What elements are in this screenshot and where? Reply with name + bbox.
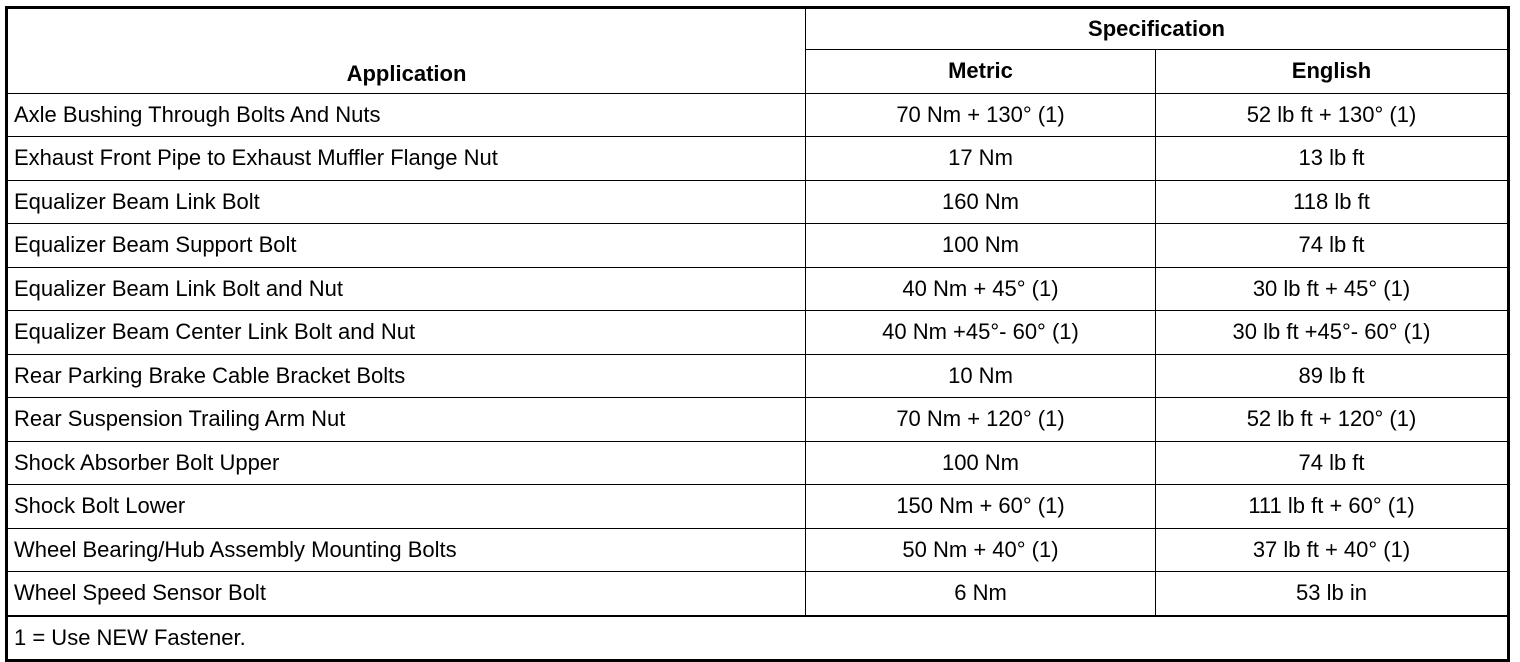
table-row — [7, 572, 1509, 616]
metric-value-cell: 17 Nm — [806, 137, 1156, 181]
metric-value-cell: 70 Nm + 120° (1) — [806, 398, 1156, 442]
english-value-cell: 52 lb ft + 130° (1) — [1156, 93, 1509, 137]
table-row — [7, 224, 1509, 268]
application-cell: Rear Suspension Trailing Arm Nut — [7, 398, 806, 442]
application-cell: Equalizer Beam Link Bolt — [7, 180, 806, 224]
table-row — [7, 354, 1509, 398]
metric-value-cell: 40 Nm +45°- 60° (1) — [806, 311, 1156, 355]
application-cell: Shock Absorber Bolt Upper — [7, 441, 806, 485]
table-row — [7, 311, 1509, 355]
application-cell: Exhaust Front Pipe to Exhaust Muffler Flange Nut — [7, 137, 806, 181]
application-cell: Shock Bolt Lower — [7, 485, 806, 529]
table-row — [7, 398, 1509, 442]
english-value-cell: 118 lb ft — [1156, 180, 1509, 224]
application-cell: Wheel Speed Sensor Bolt — [7, 572, 806, 616]
english-value-cell: 53 lb in — [1156, 572, 1509, 616]
fastener-specification-table — [5, 6, 1510, 662]
specification-group-header: Specification — [806, 8, 1509, 50]
table-row — [7, 528, 1509, 572]
footnote-text: 1 = Use NEW Fastener. — [7, 616, 1509, 661]
metric-value-cell: 70 Nm + 130° (1) — [806, 93, 1156, 137]
english-value-cell: 74 lb ft — [1156, 441, 1509, 485]
table-row — [7, 137, 1509, 181]
metric-value-cell: 100 Nm — [806, 224, 1156, 268]
table-row — [7, 441, 1509, 485]
english-value-cell: 13 lb ft — [1156, 137, 1509, 181]
metric-value-cell: 160 Nm — [806, 180, 1156, 224]
metric-value-cell: 40 Nm + 45° (1) — [806, 267, 1156, 311]
application-cell: Equalizer Beam Support Bolt — [7, 224, 806, 268]
table-row — [7, 485, 1509, 529]
table-body — [7, 93, 1509, 616]
application-cell: Equalizer Beam Link Bolt and Nut — [7, 267, 806, 311]
table-header — [7, 8, 1509, 94]
english-value-cell: 52 lb ft + 120° (1) — [1156, 398, 1509, 442]
application-cell: Equalizer Beam Center Link Bolt and Nut — [7, 311, 806, 355]
application-column-header: Application — [7, 8, 806, 94]
header-row-top — [7, 8, 1509, 50]
english-column-header: English — [1156, 50, 1509, 94]
footnote-row — [7, 616, 1509, 661]
application-cell: Wheel Bearing/Hub Assembly Mounting Bolts — [7, 528, 806, 572]
english-value-cell: 89 lb ft — [1156, 354, 1509, 398]
english-value-cell: 111 lb ft + 60° (1) — [1156, 485, 1509, 529]
metric-value-cell: 50 Nm + 40° (1) — [806, 528, 1156, 572]
table-row — [7, 93, 1509, 137]
application-cell: Axle Bushing Through Bolts And Nuts — [7, 93, 806, 137]
metric-column-header: Metric — [806, 50, 1156, 94]
metric-value-cell: 150 Nm + 60° (1) — [806, 485, 1156, 529]
table-row — [7, 267, 1509, 311]
english-value-cell: 30 lb ft +45°- 60° (1) — [1156, 311, 1509, 355]
table-footer — [7, 616, 1509, 661]
application-cell: Rear Parking Brake Cable Bracket Bolts — [7, 354, 806, 398]
metric-value-cell: 100 Nm — [806, 441, 1156, 485]
english-value-cell: 74 lb ft — [1156, 224, 1509, 268]
table-row — [7, 180, 1509, 224]
metric-value-cell: 6 Nm — [806, 572, 1156, 616]
metric-value-cell: 10 Nm — [806, 354, 1156, 398]
english-value-cell: 37 lb ft + 40° (1) — [1156, 528, 1509, 572]
english-value-cell: 30 lb ft + 45° (1) — [1156, 267, 1509, 311]
